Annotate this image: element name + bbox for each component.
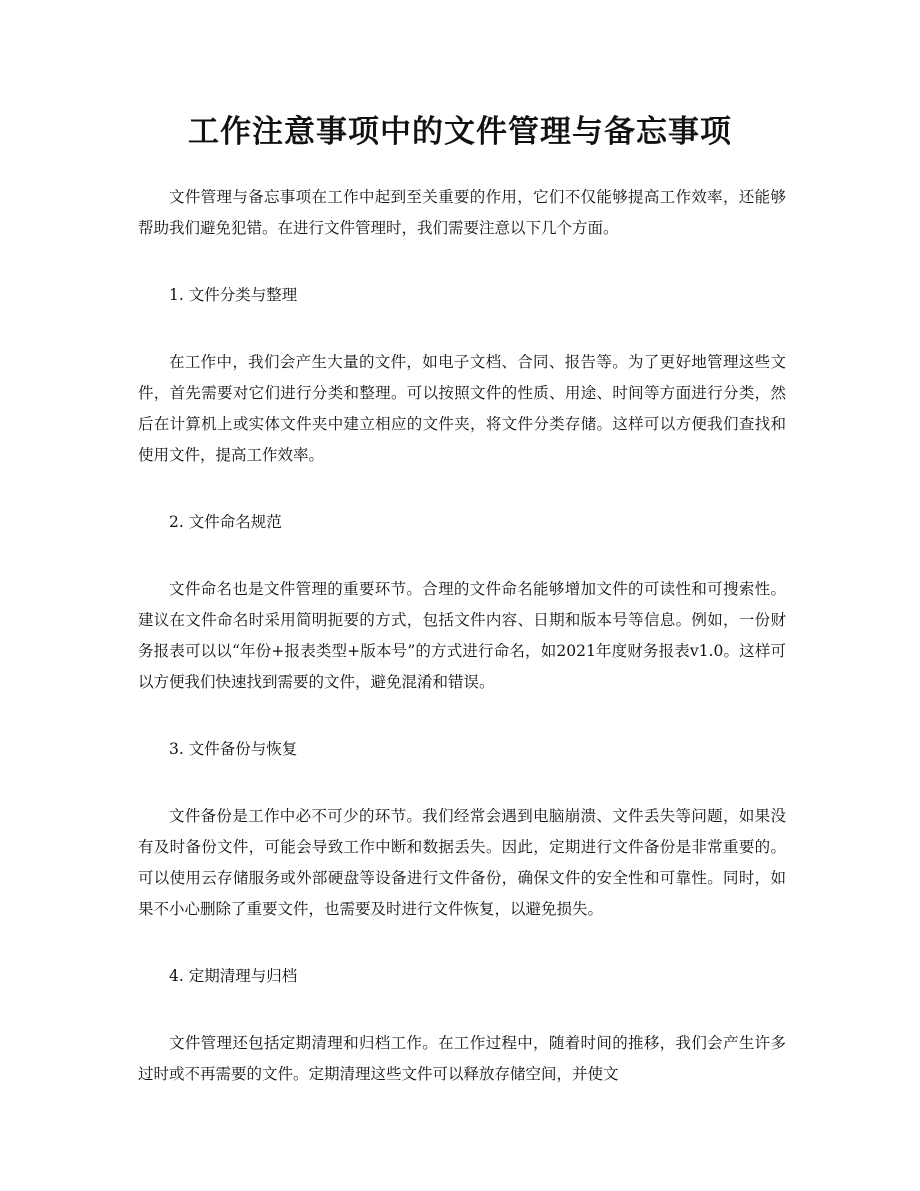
section-heading-2: 2. 文件命名规范 — [169, 513, 282, 531]
page-title: 工作注意事项中的文件管理与备忘事项 — [188, 114, 732, 150]
section-heading-4: 4. 定期清理与归档 — [169, 967, 298, 985]
document-body — [138, 182, 786, 1126]
section-heading-1: 1. 文件分类与整理 — [169, 286, 298, 304]
section-paragraph-2: 文件命名也是文件管理的重要环节。合理的文件命名能够增加文件的可读性和可搜索性。建议在文件命名时采用简明扼要的方式，包括文件内容、日期和版本号等信息。例如，一份财务报表可以以“年份+报表类型+版本号”的方式进行命名，如2021年度财务报表v1.0。这样可以方便我们快速找到需要的文件，避免混淆和错误。 — [138, 580, 786, 691]
section-paragraph-4: 文件管理还包括定期清理和归档工作。在工作过程中，随着时间的推移，我们会产生许多过时或不再需要的文件。定期清理这些文件可以释放存储空间，并使文 — [138, 1034, 786, 1083]
section-heading-3: 3. 文件备份与恢复 — [169, 740, 298, 758]
section-paragraph-1: 在工作中，我们会产生大量的文件，如电子文档、合同、报告等。为了更好地管理这些文件，首先需要对它们进行分类和整理。可以按照文件的性质、用途、时间等方面进行分类，然后在计算机上或实体文件夹中建立相应的文件夹，将文件分类存储。这样可以方便我们查找和使用文件，提高工作效率。 — [138, 353, 786, 464]
section-paragraph-3: 文件备份是工作中必不可少的环节。我们经常会遇到电脑崩溃、文件丢失等问题，如果没有及时备份文件，可能会导致工作中断和数据丢失。因此，定期进行文件备份是非常重要的。可以使用云存储服务或外部硬盘等设备进行文件备份，确保文件的安全性和可靠性。同时，如果不小心删除了重要文件，也需要及时进行文件恢复，以避免损失。 — [138, 807, 786, 918]
intro-paragraph: 文件管理与备忘事项在工作中起到至关重要的作用，它们不仅能够提高工作效率，还能够帮助我们避免犯错。在进行文件管理时，我们需要注意以下几个方面。 — [138, 188, 786, 237]
